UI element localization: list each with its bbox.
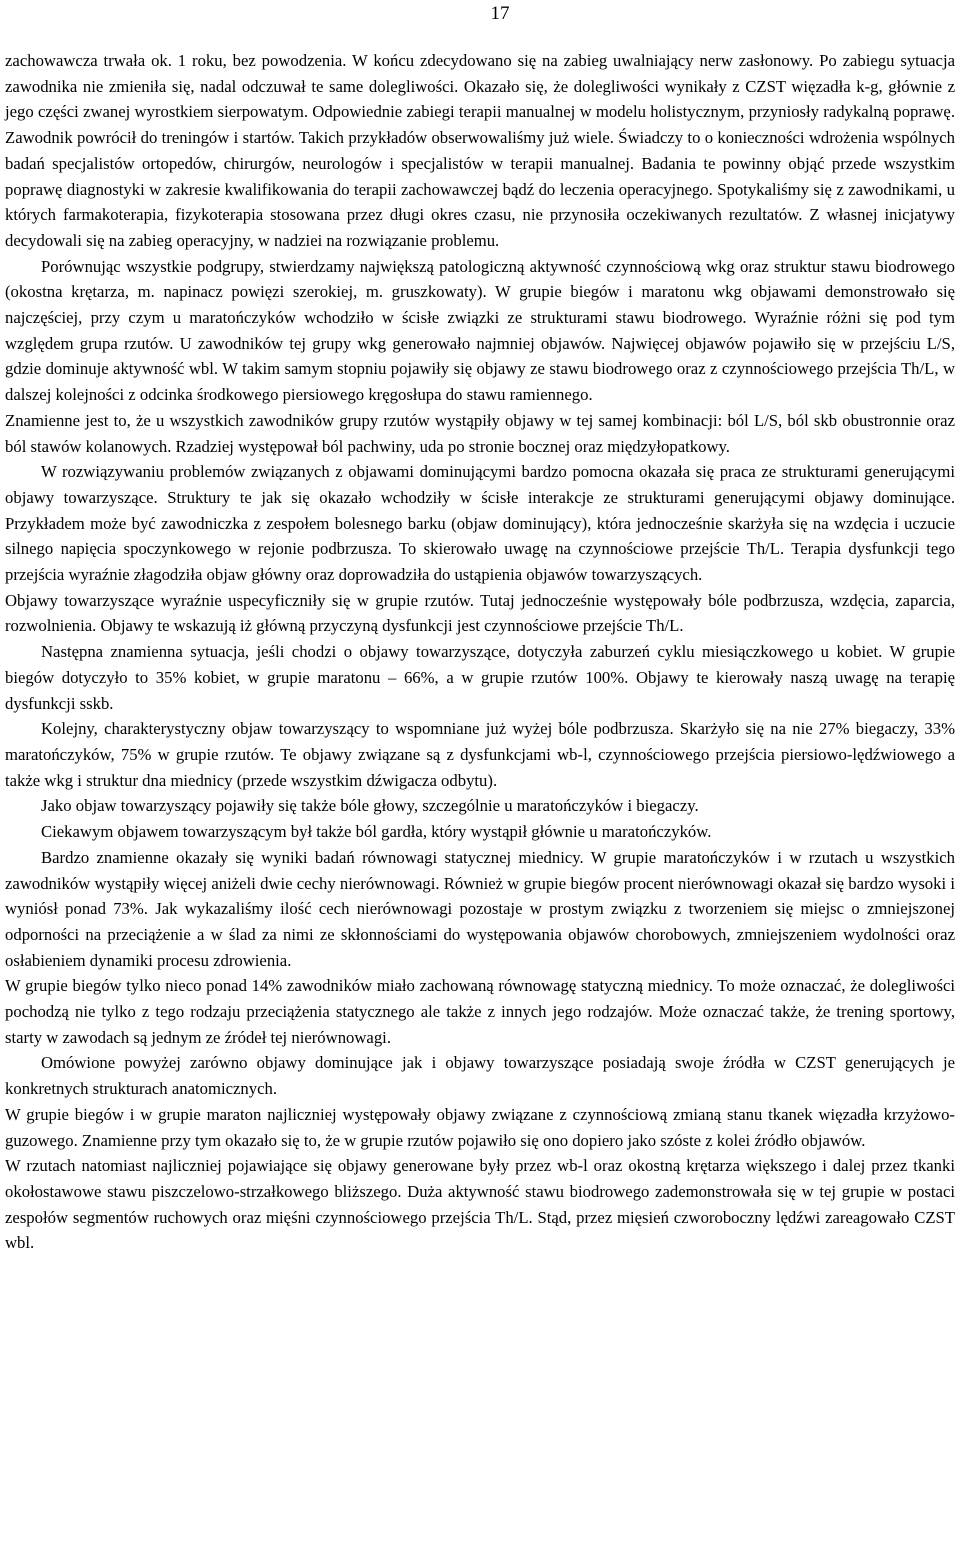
body-text [5, 48, 955, 1256]
paragraph: Porównując wszystkie podgrupy, stwierdzamy największą patologiczną aktywność czynnościową wkg oraz struktur stawu biodrowego (okostna krętarza, m. napinacz powięzi szerokiej, m. gruszkowaty). W grupie biegów i maratonu wkg objawami demonstrowało się najczęściej, przy czym u maratończyków wchodziło w ścisłe związki ze strukturami stawu biodrowego. Wyraźnie różni się pod tym względem grupa rzutów. U zawodników tej grupy wkg generowało najmniej objawów. Najwięcej objawów pojawiło się w przejściu L/S, gdzie dominuje aktywność wbl. W takim samym stopniu pojawiły się objawy ze stawu biodrowego oraz z czynnościowego przejścia Th/L, w dalszej kolejności z odcinka środkowego piersiowego kręgosłupa do stawu ramiennego. [5, 256, 955, 405]
page-number: 17 [490, 3, 510, 24]
paragraph: W grupie biegów i w grupie maraton najliczniej występowały objawy związane z czynnościową zmianą stanu tkanek więzadła krzyżowo-guzowego. Znamienne przy tym okazało się to, że w grupie rzutów pojawiło się ono dopiero jako szóste z kolei źródło objawów. [5, 1104, 955, 1150]
paragraph: Bardzo znamienne okazały się wyniki badań równowagi statycznej miednicy. W grupie maratończyków i w rzutach u wszystkich zawodników wystąpiły więcej aniżeli dwie cechy nierównowagi. Również w grupie biegów procent nierównowagi okazał się bardzo wysoki i wyniósł ponad 73%. Jak wykazaliśmy ilość cech nierównowagi pozostaje w prostym związku z tworzeniem się miejsc o zmniejszonej odporności na przeciążenie a w ślad za nimi ze skłonnościami do występowania objawów chorobowych, zmniejszeniem wydolności oraz osłabieniem dynamiki procesu zdrowienia. [5, 847, 955, 970]
paragraph: W rozwiązywaniu problemów związanych z objawami dominującymi bardzo pomocna okazała się praca ze strukturami generującymi objawy towarzyszące. Struktury te jak się okazało wchodziły w ścisłe interakcje ze strukturami generującymi objawy dominujące. Przykładem może być zawodniczka z zespołem bolesnego barku (objaw dominujący), która jednocześnie skarżyła się na wzdęcia i uczucie silnego napięcia spoczynkowego w rejonie podbrzusza. To skierowało uwagę na czynnościowe przejście Th/L. Terapia dysfunkcji tego przejścia wyraźnie złagodziła objaw główny oraz doprowadziła do ustąpienia objawów towarzyszących. [5, 462, 955, 585]
paragraph: W grupie biegów tylko nieco ponad 14% zawodników miało zachowaną równowagę statyczną miednicy. To może oznaczać, że dolegliwości pochodzą nie tylko z tego rodzaju przeciążenia statycznego ale także z innych jego rodzajów. Może oznaczać także, że trening sportowy, starty w zawodach są jednym ze źródeł tej nierównowagi. [5, 976, 955, 1047]
paragraph: Kolejny, charakterystyczny objaw towarzyszący to wspomniane już wyżej bóle podbrzusza. Skarżyło się na nie 27% biegaczy, 33% maratończyków, 75% w grupie rzutów. Te objawy związane są z dysfunkcjami wb-l, czynnościowego przejścia piersiowo-lędźwiowego a także wkg i struktur dna miednicy (przede wszystkim dźwigacza odbytu). [5, 719, 955, 790]
paragraph: Objawy towarzyszące wyraźnie uspecyficzniły się w grupie rzutów. Tutaj jednocześnie występowały bóle podbrzusza, wzdęcia, zaparcia, rozwolnienia. Objawy te wskazują iż główną przyczyną dysfunkcji jest czynnościowe przejście Th/L. [5, 590, 955, 636]
paragraph: Omówione powyżej zarówno objawy dominujące jak i objawy towarzyszące posiadają swoje źródła w CZST generujących je konkretnych strukturach anatomicznych. [5, 1053, 955, 1099]
paragraph: Następna znamienna sytuacja, jeśli chodzi o objawy towarzyszące, dotyczyła zaburzeń cyklu miesiączkowego u kobiet. W grupie biegów dotyczyło to 35% kobiet, w grupie maratonu – 66%, a w grupie rzutów 100%. Objawy te kierowały naszą uwagę na terapię dysfunkcji sskb. [5, 642, 955, 713]
paragraph: Znamienne jest to, że u wszystkich zawodników grupy rzutów wystąpiły objawy w tej samej kombinacji: ból L/S, ból skb obustronnie oraz ból stawów kolanowych. Rzadziej występował ból pachwiny, uda po stronie bocznej oraz międzyłopatkowy. [5, 410, 955, 456]
paragraph: Ciekawym objawem towarzyszącym był także ból gardła, który wystąpił głównie u maratończyków. [41, 822, 712, 842]
paragraph: zachowawcza trwała ok. 1 roku, bez powodzenia. W końcu zdecydowano się na zabieg uwalniający nerw zasłonowy. Po zabiegu sytuacja zawodnika nie zmieniła się, nadal odczuwał te same dolegliwości. Okazało się, że dolegliwości wynikały z CZST więzadła k-g, głównie z jego części zwanej wyrostkiem sierpowatym. Odpowiednie zabiegi terapii manualnej w modelu holistycznym, przyniosły radykalną poprawę. Zawodnik powrócił do treningów i startów. Takich przykładów obserwowaliśmy już wiele. Świadczy to o konieczności wdrożenia wspólnych badań specjalistów ortopedów, chirurgów, neurologów i specjalistów w terapii manualnej. Badania te powinny objąć przede wszystkim poprawę diagnostyki w zakresie kwalifikowania do terapii zachowawczej bądź do leczenia operacyjnego. Spotykaliśmy się z zawodnikami, u których farmakoterapia, fizykoterapia stosowana przez długi okres czasu, nie przynosiła oczekiwanych rezultatów. Z własnej inicjatywy decydowali się na zabieg operacyjny, w nadziei na rozwiązanie problemu. [5, 51, 955, 250]
paragraph: Jako objaw towarzyszący pojawiły się także bóle głowy, szczególnie u maratończyków i biegaczy. [41, 796, 699, 816]
paragraph: W rzutach natomiast najliczniej pojawiające się objawy generowane były przez wb-l oraz okostną krętarza większego i dalej przez tkanki okołostawowe stawu piszczelowo-strzałkowego bliższego. Duża aktywność stawu biodrowego zademonstrowała się w tej grupie w postaci zespołów segmentów ruchowych oraz mięśni czynnościowego przejścia Th/L. Stąd, przez mięsień czworoboczny lędźwi zareagowało CZST wbl. [5, 1156, 955, 1253]
